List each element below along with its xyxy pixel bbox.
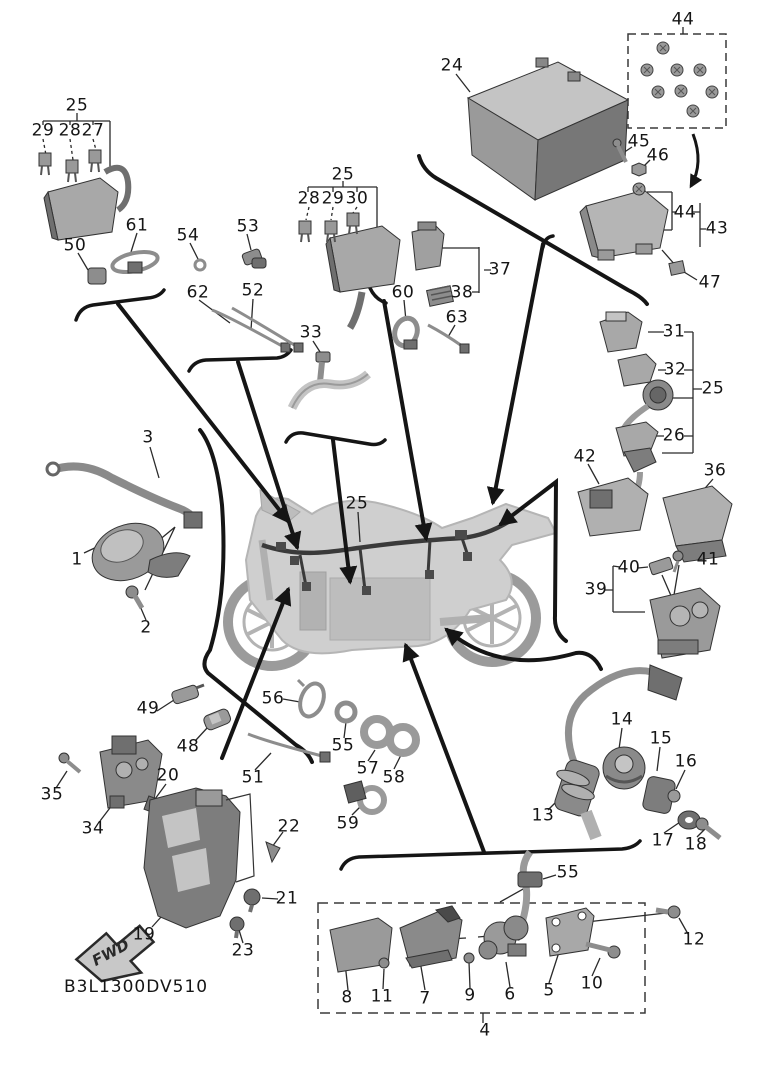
callout-47: 47 [698, 272, 722, 293]
callout-30: 30 [345, 188, 369, 209]
callout-3: 3 [142, 427, 154, 448]
callout-33: 33 [299, 322, 323, 343]
fuse-38-icon [427, 286, 454, 307]
callout-25: 25 [345, 493, 369, 514]
bolt-2-icon [126, 586, 142, 608]
bolt-35-icon [59, 753, 80, 772]
callout-36: 36 [703, 460, 727, 481]
callout-13: 13 [531, 805, 555, 826]
callout-53: 53 [236, 216, 260, 237]
callout-29: 29 [321, 188, 345, 209]
callout-21: 21 [275, 888, 299, 909]
nut-47-icon [669, 261, 685, 276]
callout-60: 60 [391, 282, 415, 303]
grommet-50-icon [88, 268, 106, 284]
callout-43: 43 [705, 218, 729, 239]
cable-tie-62-icon [212, 310, 290, 352]
callout-48: 48 [176, 736, 200, 757]
callout-25: 25 [65, 95, 89, 116]
callout-49: 49 [136, 698, 160, 719]
callout-14: 14 [610, 709, 634, 730]
mount-14-icon [603, 747, 645, 789]
callout-57: 57 [356, 758, 380, 779]
callout-15: 15 [649, 728, 673, 749]
fuse-box-left-icon [44, 168, 128, 240]
callout-55: 55 [556, 862, 580, 883]
collar-16-icon [668, 790, 680, 802]
callout-17: 17 [651, 830, 675, 851]
fuse-icons-left [39, 150, 101, 182]
cover-48-icon [202, 708, 232, 732]
callout-54: 54 [176, 225, 200, 246]
callout-42: 42 [573, 446, 597, 467]
horn-stay-3-icon [47, 463, 202, 528]
callout-45: 45 [627, 131, 651, 152]
callout-10: 10 [580, 973, 604, 994]
bracket-19-icon [144, 788, 254, 928]
nut-11-icon [379, 958, 389, 968]
horn-1-icon [84, 513, 190, 591]
cable-tie-52-icon [232, 308, 303, 352]
relay-31-icon [600, 312, 642, 352]
callout-25: 25 [331, 164, 355, 185]
callout-9: 9 [464, 985, 476, 1006]
callout-22: 22 [277, 816, 301, 837]
callout-25: 25 [701, 378, 725, 399]
fuse-box-mid-icon [326, 226, 400, 328]
callout-63: 63 [445, 307, 469, 328]
relay-42-icon [578, 478, 648, 536]
callout-58: 58 [382, 767, 406, 788]
callout-29: 29 [31, 120, 55, 141]
callout-35: 35 [40, 784, 64, 805]
callout-18: 18 [684, 834, 708, 855]
callout-37: 37 [488, 259, 512, 280]
cover-7-icon [400, 906, 462, 968]
relay-32-icon [618, 354, 656, 386]
callout-2: 2 [140, 617, 152, 638]
callout-41: 41 [696, 549, 720, 570]
nut-9-icon [464, 953, 474, 963]
callout-28: 28 [297, 188, 321, 209]
callout-38: 38 [450, 282, 474, 303]
band-61-icon [111, 248, 160, 275]
callout-27: 27 [81, 120, 105, 141]
callout-11: 11 [370, 986, 394, 1007]
callout-23: 23 [231, 940, 255, 961]
nut-46-icon [632, 163, 646, 176]
callout-12: 12 [682, 929, 706, 950]
relay-37-icon [412, 222, 444, 270]
callout-56: 56 [261, 688, 285, 709]
bolt-33-icon [292, 352, 368, 408]
ring-54-icon [195, 260, 205, 270]
callout-6: 6 [504, 984, 516, 1005]
engine [330, 578, 430, 640]
pump-6-icon [479, 916, 528, 959]
callout-31: 31 [662, 321, 686, 342]
callout-5: 5 [543, 980, 555, 1001]
screw-kit-icons [641, 42, 718, 117]
callout-46: 46 [646, 145, 670, 166]
part-code: B3L1300DV510 [64, 977, 209, 997]
callout-20: 20 [156, 765, 180, 786]
callout-19: 19 [132, 924, 156, 945]
bolt-10-icon [586, 944, 620, 958]
callout-40: 40 [617, 557, 641, 578]
bracket-5-icon [546, 908, 594, 956]
callout-51: 51 [241, 767, 265, 788]
clamp-59-icon [344, 781, 384, 812]
callout-7: 7 [419, 988, 431, 1009]
band-58-icon [390, 727, 416, 753]
wedge-22-icon [266, 842, 280, 862]
starter-relay-39-icon [650, 588, 720, 658]
callout-32: 32 [663, 359, 687, 380]
screw-kit-box-44 [628, 34, 726, 128]
callout-24: 24 [440, 55, 464, 76]
callout-39: 39 [584, 579, 608, 600]
cable-tie-63-icon [428, 325, 469, 353]
callout-55: 55 [331, 735, 355, 756]
callout-52: 52 [241, 280, 265, 301]
callout-44: 44 [671, 9, 695, 30]
clamp-56-icon [296, 680, 328, 720]
grommet-21-icon [244, 889, 260, 912]
callout-59: 59 [336, 813, 360, 834]
clamp-60-icon [391, 315, 421, 349]
callout-44: 44 [673, 202, 697, 223]
callout-1: 1 [71, 549, 83, 570]
callout-8: 8 [341, 987, 353, 1008]
callout-16: 16 [674, 751, 698, 772]
connector-25-icon [624, 380, 673, 428]
callout-61: 61 [125, 215, 149, 236]
kit-to-ecu-arrow [691, 134, 698, 186]
callout-28: 28 [58, 120, 82, 141]
callout-50: 50 [63, 235, 87, 256]
motorcycle-illustration [228, 490, 556, 666]
sensor-49-icon [171, 684, 204, 704]
swingarm [440, 618, 490, 622]
callout-26: 26 [662, 425, 686, 446]
callout-62: 62 [186, 282, 210, 303]
fuse-40-icon [649, 557, 674, 575]
ring-55-upper-icon [337, 703, 355, 721]
fwd-label: FWD [89, 935, 133, 970]
bolt-12-icon [656, 906, 680, 918]
callout-34: 34 [81, 818, 105, 839]
clamp-53-icon [241, 248, 266, 268]
callout-4: 4 [479, 1020, 491, 1041]
ecu-43-icon [580, 183, 668, 260]
battery-icon [468, 58, 628, 200]
grommet-23-icon [230, 917, 244, 938]
